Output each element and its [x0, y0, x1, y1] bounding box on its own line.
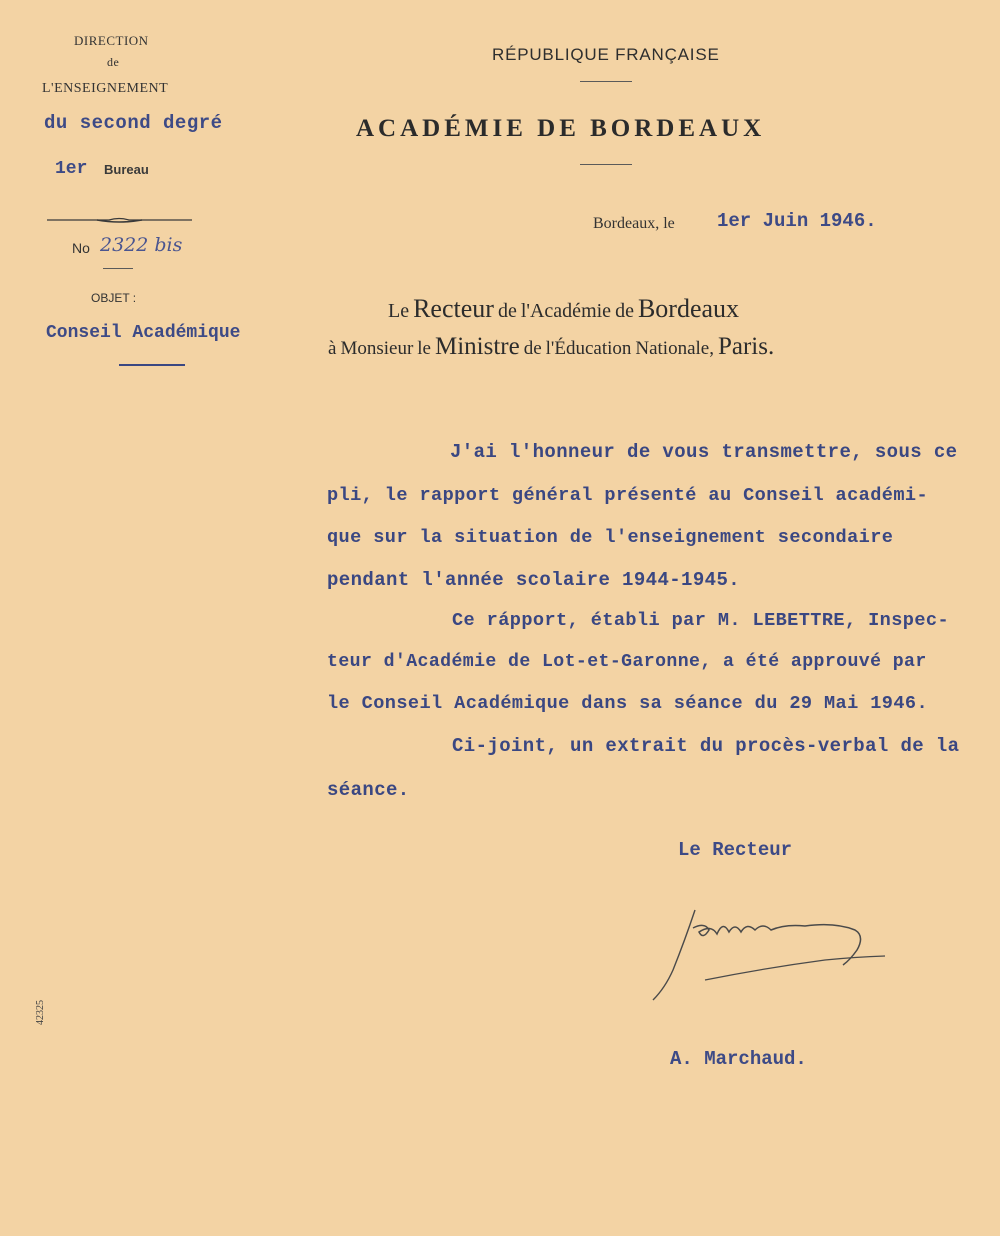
address-word: Ministre [434, 333, 520, 360]
objet-value: Conseil Académique [46, 323, 241, 343]
body-line: pli, le rapport général présenté au Conseil académi- [327, 485, 929, 506]
address-word: de [523, 338, 542, 359]
body-line: pendant l'année scolaire 1944-1945. [327, 569, 741, 591]
margin-number: 42325 [35, 1000, 46, 1025]
degre-label: du second degré [44, 112, 223, 134]
body-line: Ci-joint, un extrait du procès-verbal de la [452, 735, 960, 757]
numero-handwritten: 2322 bis [100, 234, 183, 256]
body-line: le Conseil Académique dans sa séance du 29 Mai 1946. [327, 693, 929, 714]
address-word: Le [388, 300, 410, 322]
body-line: Ce rápport, établi par M. LEBETTRE, Inspec- [452, 610, 949, 631]
handwritten-signature [645, 900, 895, 1005]
direction-label: DIRECTION [74, 33, 149, 48]
address-word: l'Académie [520, 300, 612, 322]
address-word: le [417, 338, 431, 359]
address-word: Paris. [717, 333, 775, 360]
margin-number-wrap [35, 993, 68, 1033]
body-line: J'ai l'honneur de vous transmettre, sous ce [450, 441, 958, 463]
de-label: de [107, 55, 120, 69]
closing-title: Le Recteur [678, 839, 793, 861]
bureau-number: 1er [55, 159, 88, 179]
address-word: de [497, 300, 517, 322]
objet-label: OBJET : [91, 291, 137, 305]
body-line: que sur la situation de l'enseignement secondaire [327, 527, 894, 548]
date-value: 1er Juin 1946. [717, 210, 877, 232]
address-word: Nationale, [635, 338, 714, 359]
signatory-name: A. Marchaud. [670, 1048, 807, 1070]
address-word: Bordeaux [637, 294, 740, 323]
academie-heading: ACADÉMIE DE BORDEAUX [356, 115, 766, 142]
address-word: de [615, 300, 634, 322]
date-prefix: Bordeaux, le [593, 215, 675, 232]
bureau-label: Bureau [104, 162, 149, 177]
address-word: à [328, 338, 337, 359]
address-word: Monsieur [340, 338, 414, 359]
body-line: séance. [327, 779, 410, 801]
address-word: Recteur [413, 294, 494, 323]
republique-heading: RÉPUBLIQUE FRANÇAISE [492, 45, 720, 64]
address-word: l'Éducation [545, 338, 632, 359]
numero-label: No [72, 240, 90, 256]
enseignement-label: L'ENSEIGNEMENT [42, 81, 169, 96]
body-line: teur d'Académie de Lot-et-Garonne, a été approuvé par [327, 652, 927, 672]
